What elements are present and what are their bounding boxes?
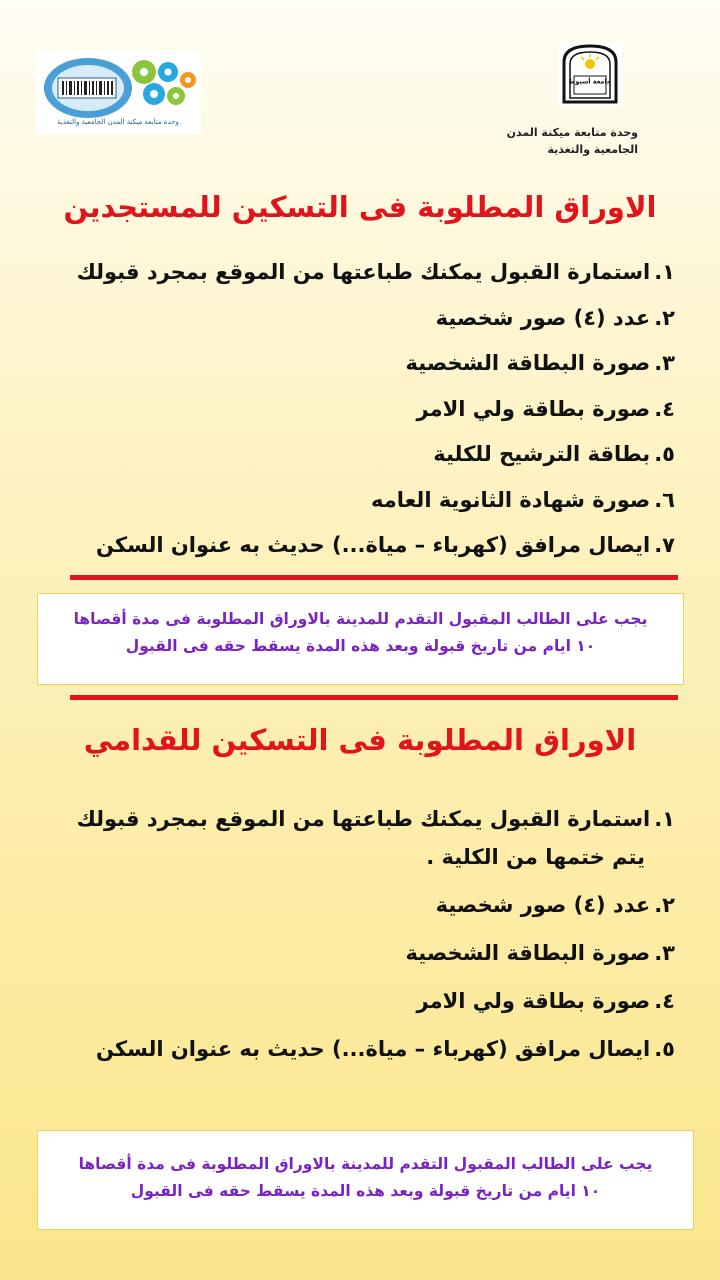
list-item: ٥.بطاقة الترشيح للكلية [433, 442, 675, 466]
requirements-list-new [77, 250, 675, 569]
note-line-2: ١٠ ايام من تاريخ قبولة وبعد هذه المدة يسقط حقه فى القبول [130, 1182, 601, 1200]
requirements-list-returning [77, 800, 675, 1078]
deadline-note-returning [37, 1130, 694, 1230]
section-title-returning-students: الاوراق المطلوبة فى التسكين للقدامي [83, 723, 637, 757]
university-seal-logo [558, 42, 622, 106]
list-item: ٤.صورة بطاقة ولي الامر [416, 396, 675, 421]
list-item: ١.استمارة القبول يمكنك طباعتها من الموقع بمجرد قبولك [76, 260, 675, 284]
unit-name-line-2: الجامعية والتغذية [547, 143, 638, 156]
note-line-1: يجب على الطالب المقبول التقدم للمدينة بالاوراق المطلوبة فى مدة أقصاها [78, 1155, 653, 1173]
list-item: ٧.ايصال مرافق (كهرباء – مياة...) حديث به عنوان السكن [95, 533, 675, 557]
svg-text:وحدة متابعة ميكنة المدن الجامع: وحدة متابعة ميكنة المدن الجامعية والتغذية [57, 118, 179, 126]
note-line-2: ١٠ ايام من تاريخ قبولة وبعد هذه المدة يسقط حقه فى القبول [125, 637, 596, 655]
red-divider [70, 695, 678, 700]
deadline-note-new [37, 593, 684, 685]
gears-barcode-logo [36, 50, 201, 134]
list-item: ٢.عدد (٤) صور شخصية [435, 893, 675, 917]
unit-name [438, 124, 638, 158]
list-item: ٤.صورة بطاقة ولي الامر [416, 989, 675, 1013]
list-item: ٢.عدد (٤) صور شخصية [435, 305, 675, 330]
list-item: ٣.صورة البطاقة الشخصية [405, 941, 675, 965]
red-divider [70, 575, 678, 580]
unit-name-line-1: وحدة متابعة ميكنة المدن [506, 126, 638, 139]
list-item: ٣.صورة البطاقة الشخصية [405, 351, 675, 375]
list-item: ١.استمارة القبول يمكنك طباعتها من الموقع بمجرد قبولك يتم ختمها من الكلية . [76, 807, 675, 869]
svg-text:جامعة أسيوط: جامعة أسيوط [568, 77, 612, 86]
list-item: ٥.ايصال مرافق (كهرباء – مياة...) حديث به عنوان السكن [95, 1037, 675, 1061]
section-title-new-students: الاوراق المطلوبة فى التسكين للمستجدين [63, 190, 657, 224]
list-item: ٦.صورة شهادة الثانوية العامه [370, 487, 675, 512]
note-line-1: يجب على الطالب المقبول التقدم للمدينة بالاوراق المطلوبة فى مدة أقصاها [73, 610, 648, 628]
